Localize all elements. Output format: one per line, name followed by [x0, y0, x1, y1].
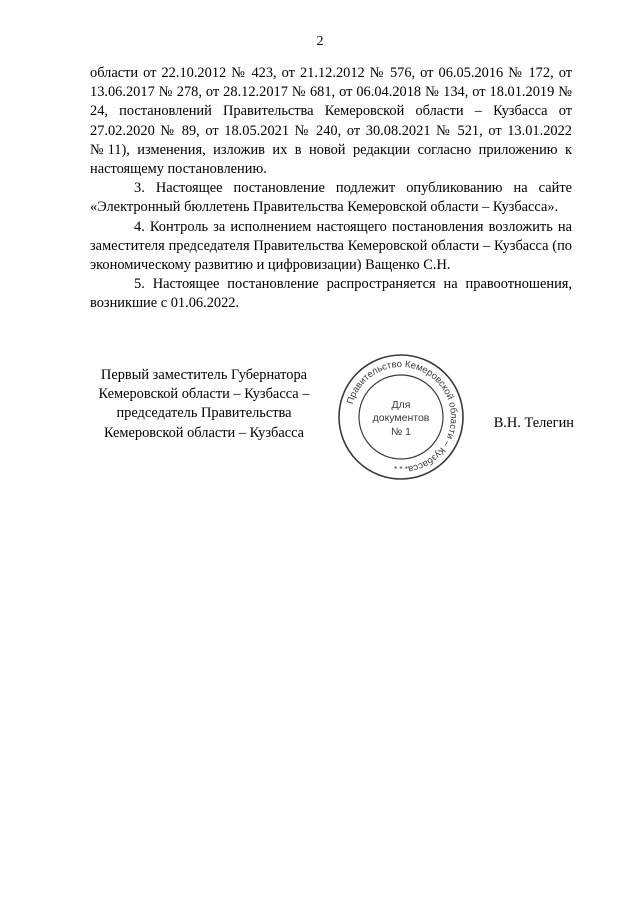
- stamp-ring-text: Правительство Кемеровской области – Кузбасса: [344, 358, 460, 475]
- page-number: 2: [316, 34, 324, 49]
- position-line: председатель Правительства: [116, 405, 292, 422]
- position-line: Кемеровской области – Кузбасса: [103, 424, 305, 441]
- position-line: Первый заместитель Губернатора: [100, 367, 308, 383]
- signatory-position: [84, 366, 324, 443]
- stamp-center-line: № 1: [390, 426, 412, 438]
- stamp-seal: [336, 352, 466, 482]
- paragraph-amendments: области от 22.10.2012 № 423, от 21.12.2012 № 576, от 06.05.2016 № 172, от 13.06.2017 № 278, от 28.12.2017 № 681, от 06.04.2018 № 134, от 18.01.2019 № 24, постановлений Правительства Кемеровской области – Кузбасса от 27.02.2020 № 89, от 18.05.2021 № 240, от 30.08.2021 № 521, от 13.01.2022 №11), изменения, изложив их в новой редакции согласно приложению к настоящему постановлению.: [90, 65, 572, 178]
- paragraph-effective-date: 5. Настоящее постановление распространяется на правоотношения, возникшие с 01.06.2022.: [90, 276, 572, 312]
- stamp-center-line: Для: [391, 399, 411, 411]
- stamp-stars: * * *: [394, 465, 408, 474]
- official-stamp: [336, 352, 466, 482]
- document-body: [90, 64, 572, 314]
- stamp-center-line: документов: [372, 412, 430, 424]
- paragraph-publication: 3. Настоящее постановление подлежит опубликованию на сайте «Электронный бюллетень Правительства Кемеровской области – Кузбасса».: [90, 180, 572, 216]
- paragraph-control: 4. Контроль за исполнением настоящего постановления возложить на заместителя председателя Правительства Кемеровской области – Кузбасса (по экономическому развитию и цифровизации) Ващенко С.Н.: [90, 218, 572, 274]
- position-line: Кемеровской области – Кузбасса –: [98, 386, 310, 403]
- signatory-name: В.Н. Телегин: [493, 415, 574, 431]
